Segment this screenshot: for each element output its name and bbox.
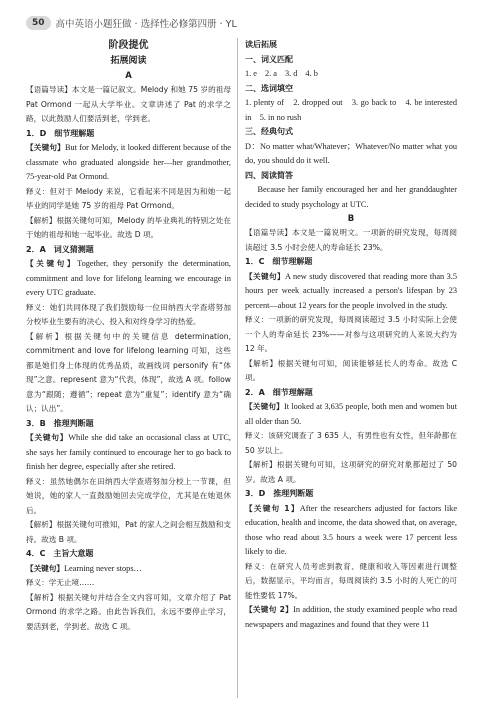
question-3-heading: 3．D 推理判断题 [245,489,314,498]
answer-item: 2. a [264,69,277,78]
key-tag: 【关键句】 [245,271,285,281]
answer-item: 1. e [245,69,257,78]
passage-letter-b: B [347,214,355,224]
question-3-translation: 释义：虽然她偶尔在田纳西大学查塔努加分校上一节课，但她说，她的家人一直鼓励她回去完成学位，尤其是在她退休后。 [26,476,231,515]
key-tag: 【关键句】 [26,433,69,442]
key-tag: 【关键句】 [26,563,64,573]
fill-in-heading: 二、选词填空 [245,83,293,93]
page-number: 50 [26,16,51,30]
passage-intro: 【语篇导读】本文是一篇说明文。一项新的研究发现，每周阅读超过 3.5 小时会使人的寿命延长 23%。 [245,228,457,252]
key-text: It looked at 3,635 people, both men and women but all older than 50. [245,402,457,426]
question-2-translation: 释义：她们共同体现了我们鼓励每一位田纳西大学查塔努加分校毕业生要有的决心、投入和对终身学习的热爱。 [26,302,231,326]
question-3-analysis: 【解析】根据关键句可推知，Pat 的家人之间会相互鼓励和支持。故选 B 项。 [26,520,231,544]
extension-heading: 读后拓展 [245,40,277,49]
question-1-key-sentence [26,141,231,185]
key-tag: 【关键句 2】 [245,605,294,614]
question-3-key-sentence [26,431,231,475]
key-tag: 【关键句】 [26,143,65,152]
question-2-key-sentence [245,400,457,429]
question-2-analysis: 【解析】根据关键句中的关键信息 determination, commitment and love for lifelong learning 可知，这些都是她们身上体现的优秀品质，故画线词 personify 有“体现”之意。represent 意为“代表，体现”，故选 A 项。follow 意为“跟随；遵循”；repeat 意为“重复”；identify 意为“确认；认出”。 [26,331,231,413]
key-tag: 【关键句 1】 [245,503,300,513]
column-divider [237,38,238,698]
key-text: But for Melody, it looked different because of the classmate who graduated alongside her—her grandmother, 75-year-old Pat Ormond. [26,143,231,181]
key-text: While she did take an occasional class at UTC, she says her family continued to encourage her to go back to finish her degree, especially after she retired. [26,433,231,471]
key-text: Together, they personify the determination, commitment and love for lifelong learning we encourage in every UTC graduate. [26,259,231,297]
question-1-heading: 1．C 细节理解题 [245,257,313,266]
question-4-translation: 释义：学无止境…… [26,578,95,587]
question-2-heading: 2．A 细节理解题 [245,387,313,397]
key-text: In addition, the study examined people who read newspapers and magazines and found that they were 11 [245,605,457,629]
left-column [26,38,231,634]
question-3-heading: 3．B 推理判断题 [26,418,94,428]
page-header [26,15,237,31]
question-1-translation: 释义：但对于 Melody 来说，它看起来不同是因为和她一起毕业的同学是她 75 岁的祖母 Pat Ormond。 [26,186,231,210]
key-text: After the researchers adjusted for factors like education, health and income, the data showed that, on average, those who read about 3.5 hours a week were 17 percent less likely to die. [245,503,458,556]
passage-letter-a: A [125,71,132,81]
section-title: 阶段提优 [108,40,149,51]
question-3-key-sentence-1 [245,502,457,560]
right-column [245,38,457,632]
word-matching-heading: 一、词义匹配 [245,54,293,64]
word-matching-answers [245,67,457,82]
key-text: A new study discovered that reading more than 3.5 hours per week actually increased a person's lifespan by 23 percent—about 12 years for the people involved in the study. [245,271,457,310]
sentence-pattern-heading: 三、经典句式 [245,127,293,136]
question-1-translation: 释义：一项新的研究发现，每周阅读超过 3.5 小时实际上会使一个人的寿命延长 23%——对参与这项研究的人来说大约为 12 年。 [245,315,457,353]
question-3-translation: 释义：在研究人员考虑到教育、健康和收入等因素进行调整后，数据显示，平均而言，每周阅读约 3.5 小时的人死亡的可能性要低 17%。 [245,561,457,600]
question-1-analysis: 【解析】根据关键句可知，Melody 的毕业典礼的特别之处在于她的祖母和她一起毕业。故选 D 项。 [26,215,231,239]
short-answer-heading: 四、阅读简答 [245,170,293,180]
key-text: Learning never stops… [63,563,142,573]
passage-intro: 【语篇导读】本文是一篇记叙文。Melody 和她 75 岁的祖母 Pat Ormond 一起从大学毕业。文章讲述了 Pat 的求学之路，以此鼓励人们要活到老，学到老。 [26,85,231,123]
sentence-pattern-answer: D：No matter what/Whatever；Whatever/No matter what you do, you should do it well. [245,141,457,165]
question-1-heading: 1．D 细节理解题 [26,128,95,138]
answer-item: 3. d [284,69,298,78]
sub-title: 拓展阅读 [110,56,147,66]
question-4-analysis: 【解析】根据关键句并结合全文内容可知，文章介绍了 Pat Ormond 的求学之路。由此告诉我们，永远不要停止学习，要活到老，学到老。故选 C 项。 [26,592,231,631]
header-title: 高中英语小题狂做 · 选择性必修第四册 · YL [55,19,237,30]
question-2-key-sentence [26,257,231,301]
question-2-analysis: 【解析】根据关键句可知，这项研究的研究对象都超过了 50 岁。故选 A 项。 [245,460,457,484]
answer-item: 4. b [305,69,318,78]
question-3-key-sentence-2 [245,603,457,632]
key-tag: 【关键句】 [245,402,284,411]
fill-in-answers: 1. plenty of 2. dropped out 3. go back to 4. be interested in 5. in no rush [245,98,457,122]
question-1-analysis: 【解析】根据关键句可知，阅读能够延长人的寿命。故选 C 项。 [245,358,457,382]
question-4-key-sentence [26,562,231,577]
short-answer-text: Because her family encouraged her and her granddaughter decided to study psychology at UTC. [245,185,457,209]
question-2-translation: 释义：该研究调查了 3 635 人，有男性也有女性，但年龄都在 50 岁以上。 [245,431,457,455]
question-1-key-sentence [245,270,457,314]
question-2-heading: 2．A 词义猜测题 [26,244,94,254]
key-tag: 【关键句】 [26,259,78,268]
question-4-heading: 4．C 主旨大意题 [26,549,94,558]
